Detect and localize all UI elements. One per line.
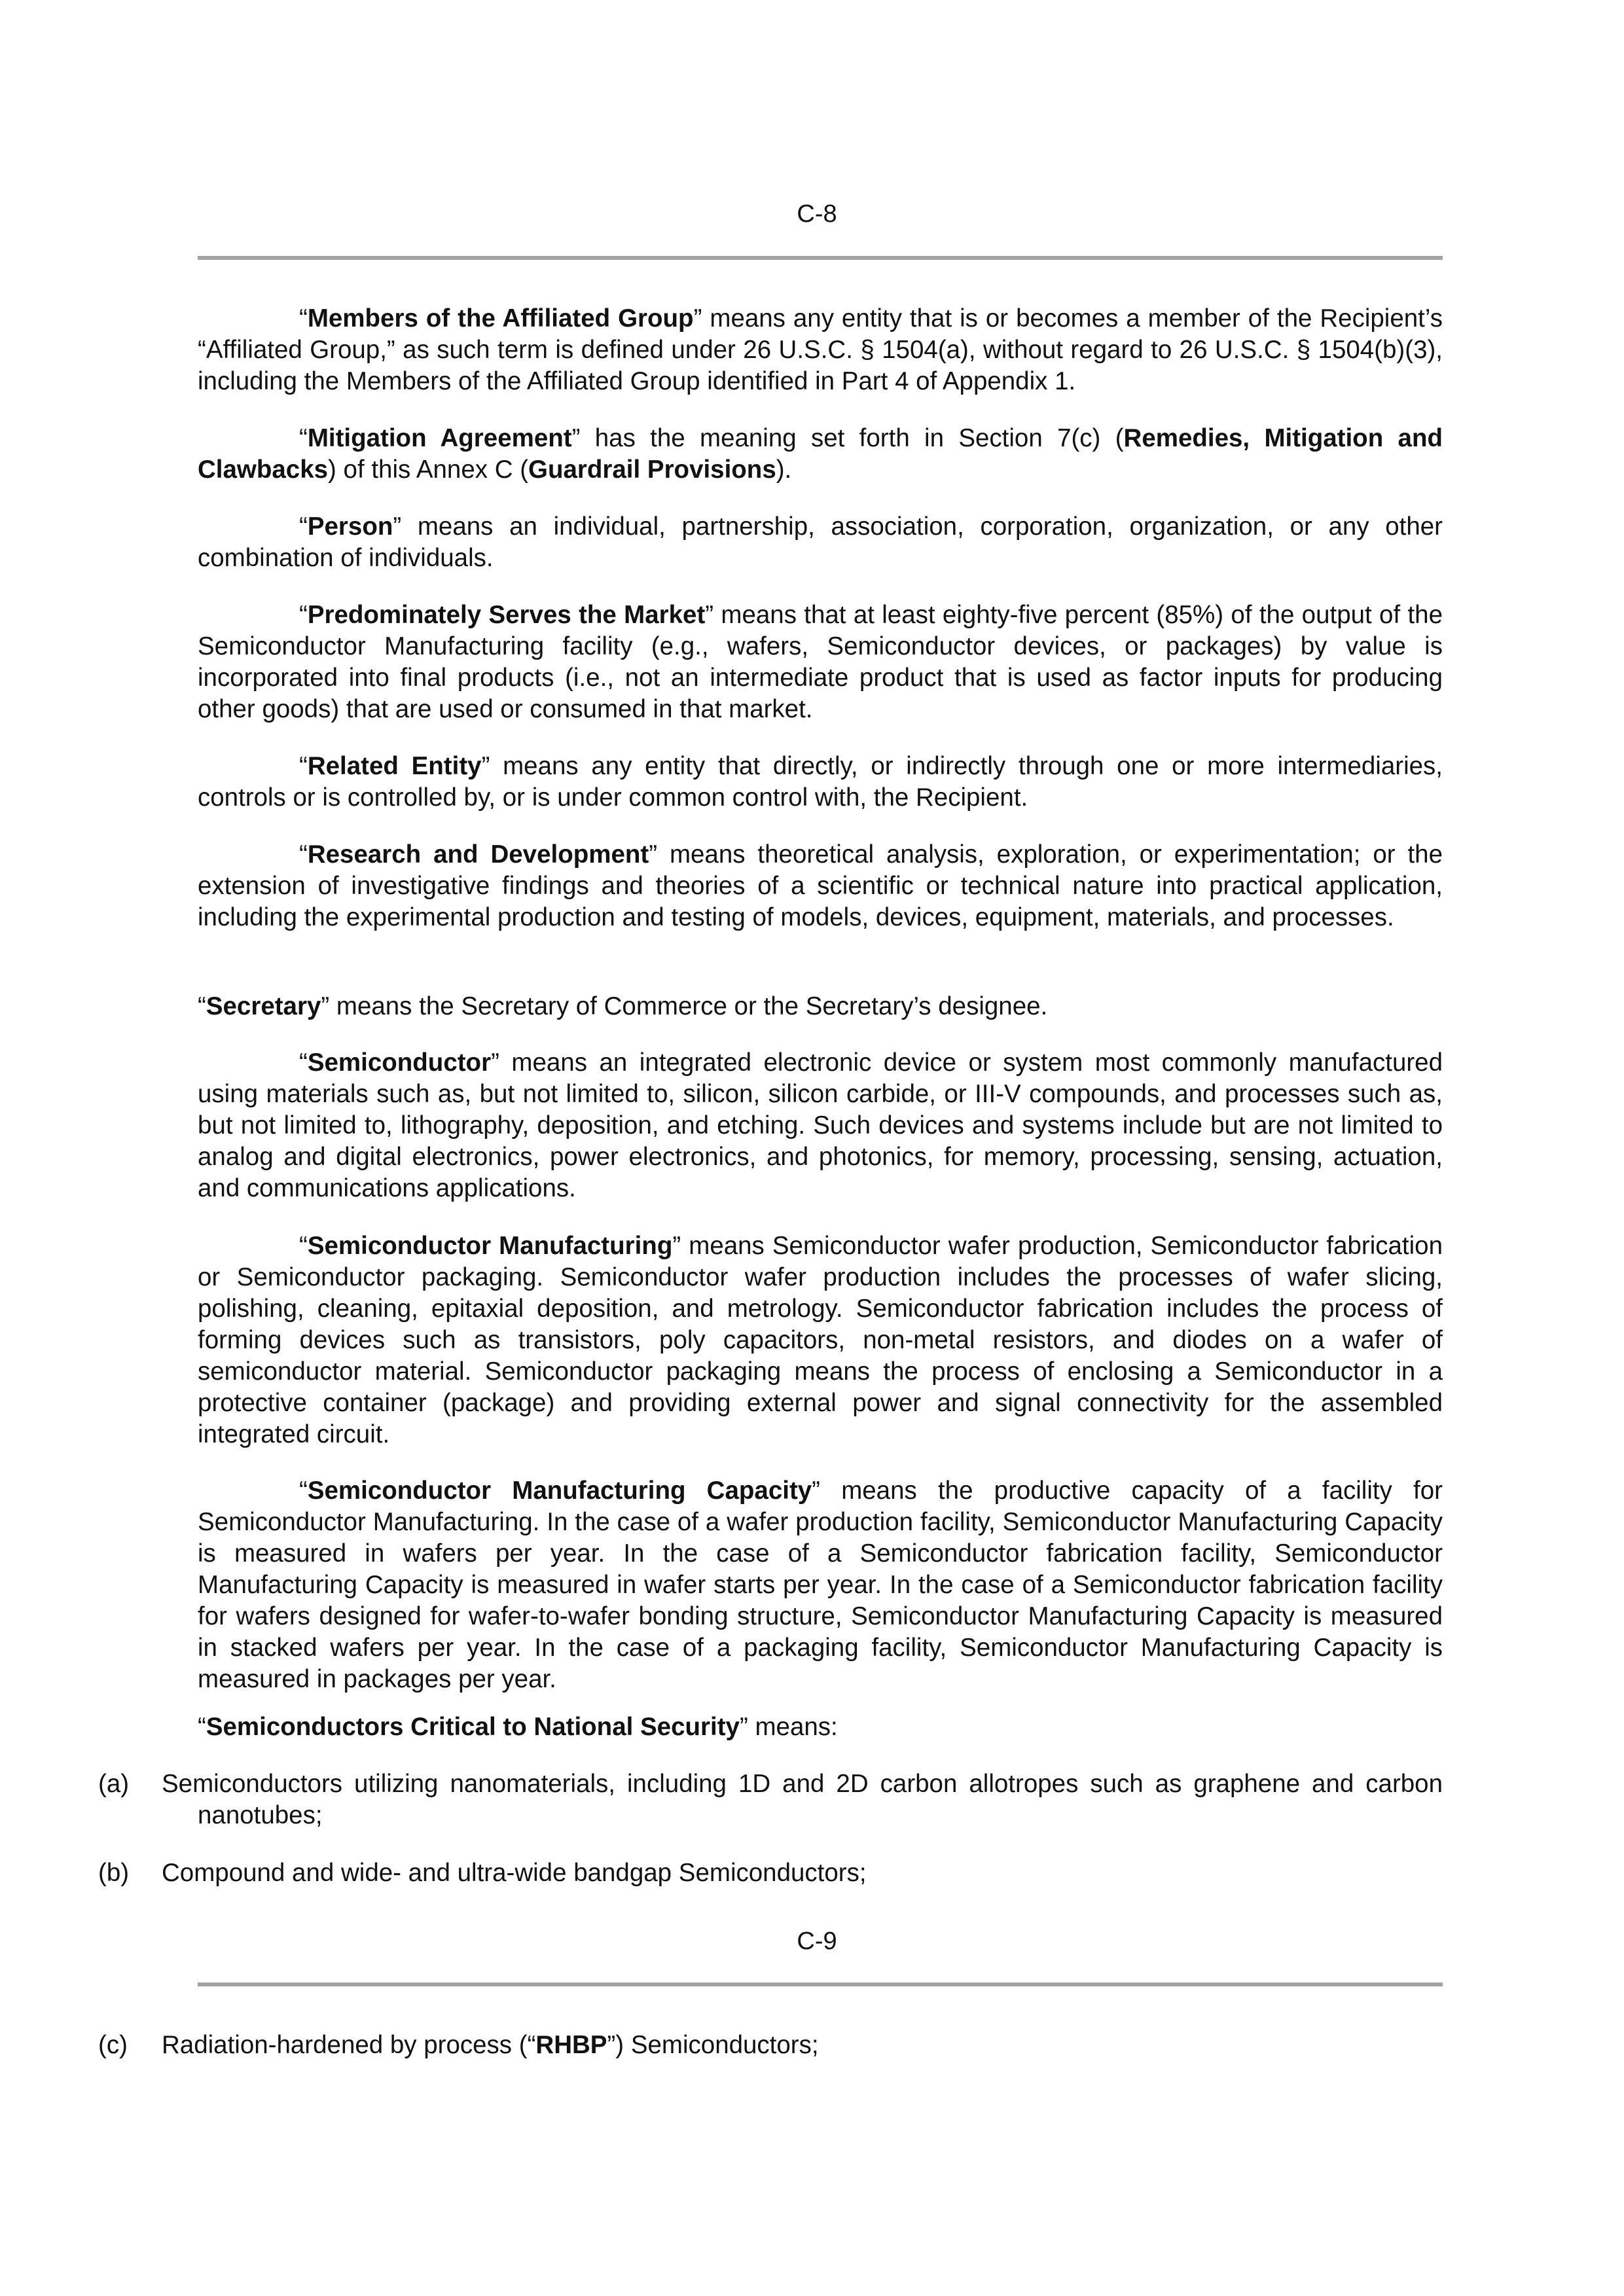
cross-reference-title: Guardrail Provisions bbox=[528, 456, 776, 484]
page-number: C-8 bbox=[797, 200, 837, 228]
defined-term: Members of the Affiliated Group bbox=[307, 304, 694, 332]
cross-reference-title: Remedies, Mitigation and Clawbacks bbox=[198, 424, 1443, 484]
page-header-rule bbox=[198, 1982, 1443, 1986]
defined-term: Semiconductor Manufacturing bbox=[307, 1232, 673, 1260]
definition-semiconductor-manufacturing: “Semiconductor Manufacturing” means Semiconductor wafer production, Semiconductor fabrication or Semiconductor packaging. Semiconductor wafer production includes the processes of wafer slicing, polishing, cleaning, epitaxial deposition, and metrology. Semiconductor fabrication includes the process of forming devices such as transistors, poly capacitors, non-metal resistors, and diodes on a wafer of semiconductor material. Semiconductor packaging means the process of enclosing a Semiconductor in a protective container (package) and providing external power and signal connectivity for the assembled integrated circuit. bbox=[198, 1232, 1443, 1448]
defined-term: Person bbox=[307, 512, 393, 541]
list-item-label: (b) bbox=[98, 1859, 130, 1887]
definition-semiconductor: “Semiconductor” means an integrated electronic device or system most commonly manufactured using materials such as, but not limited to, silicon, silicon carbide, or III-V compounds, and processes such as, but not limited to, lithography, deposition, and etching. Such devices and systems include but are not limited to analog and digital electronics, power electronics, and photonics, for memory, processing, sensing, actuation, and communications applications. bbox=[198, 1049, 1443, 1202]
defined-term: Semiconductor bbox=[307, 1049, 492, 1077]
defined-term: Predominately Serves the Market bbox=[307, 601, 706, 629]
defined-term: Related Entity bbox=[307, 752, 482, 780]
list-item bbox=[98, 1768, 1443, 1831]
defined-term: Semiconductor Manufacturing Capacity bbox=[307, 1477, 812, 1505]
definition-mitigation-agreement: “Mitigation Agreement” has the meaning set forth in Section 7(c) (Remedies, Mitigation and Clawbacks) of this Annex C (Guardrail Provisions). bbox=[198, 424, 1443, 484]
list-item-text: Radiation-hardened by process (“RHBP”) Semiconductors; bbox=[162, 2031, 819, 2059]
definition-semiconductors-critical-to-national-security: “Semiconductors Critical to National Security” means: bbox=[198, 1713, 838, 1741]
defined-term: Secretary bbox=[206, 992, 321, 1020]
list-item-label: (c) bbox=[98, 2031, 128, 2059]
defined-term: Mitigation Agreement bbox=[307, 424, 572, 452]
definition-secretary: “Secretary” means the Secretary of Commerce or the Secretary’s designee. bbox=[198, 992, 1048, 1020]
definition-person: “Person” means an individual, partnership, association, corporation, organization, or any other combination of individuals. bbox=[198, 512, 1443, 572]
definition-related-entity: “Related Entity” means any entity that directly, or indirectly through one or more intermediaries, controls or is controlled by, or is under common control with, the Recipient. bbox=[198, 752, 1443, 812]
list-item bbox=[98, 2030, 1443, 2061]
definition-predominately-serves-the-market: “Predominately Serves the Market” means that at least eighty-five percent (85%) of the output of the Semiconductor Manufacturing facility (e.g., wafers, Semiconductor devices, or packages) by value is incorporated into final products (i.e., not an intermediate product that is used as factor inputs for producing other goods) that are used or consumed in that market. bbox=[198, 601, 1443, 723]
abbreviation: RHBP bbox=[535, 2031, 607, 2059]
list-item-text: Semiconductors utilizing nanomaterials, including 1D and 2D carbon allotropes such as graphene and carbon nanotubes; bbox=[162, 1770, 1443, 1829]
definition-semiconductor-manufacturing-capacity: “Semiconductor Manufacturing Capacity” means the productive capacity of a facility for Semiconductor Manufacturing. In the case of a wafer production facility, Semiconductor Manufacturing Capacity is measured in wafers per year. In the case of a Semiconductor fabrication facility, Semiconductor Manufacturing Capacity is measured in wafer starts per year. In the case of a Semiconductor fabrication facility for wafers designed for wafer-to-wafer bonding structure, Semiconductor Manufacturing Capacity is measured in stacked wafers per year. In the case of a packaging facility, Semiconductor Manufacturing Capacity is measured in packages per year. bbox=[198, 1477, 1443, 1693]
page-number: C-9 bbox=[797, 1928, 837, 1955]
defined-term: Research and Development bbox=[307, 840, 649, 869]
list-item-text: Compound and wide- and ultra-wide bandgap Semiconductors; bbox=[162, 1859, 867, 1887]
defined-term: Semiconductors Critical to National Security bbox=[206, 1713, 740, 1741]
definition-research-and-development: “Research and Development” means theoretical analysis, exploration, or experimentation; or the extension of investigative findings and theories of a scientific or technical nature into practical application, including the experimental production and testing of models, devices, equipment, materials, and processes. bbox=[198, 840, 1443, 931]
list-item-label: (a) bbox=[98, 1770, 130, 1798]
list-item bbox=[98, 1857, 1443, 1889]
page-header-rule bbox=[198, 256, 1443, 260]
definition-members-of-affiliated-group: “Members of the Affiliated Group” means any entity that is or becomes a member of the Recipient’s “Affiliated Group,” as such term is defined under 26 U.S.C. § 1504(a), without regard to 26 U.S.C. § 1504(b)(3), including the Members of the Affiliated Group identified in Part 4 of Appendix 1. bbox=[198, 304, 1443, 395]
